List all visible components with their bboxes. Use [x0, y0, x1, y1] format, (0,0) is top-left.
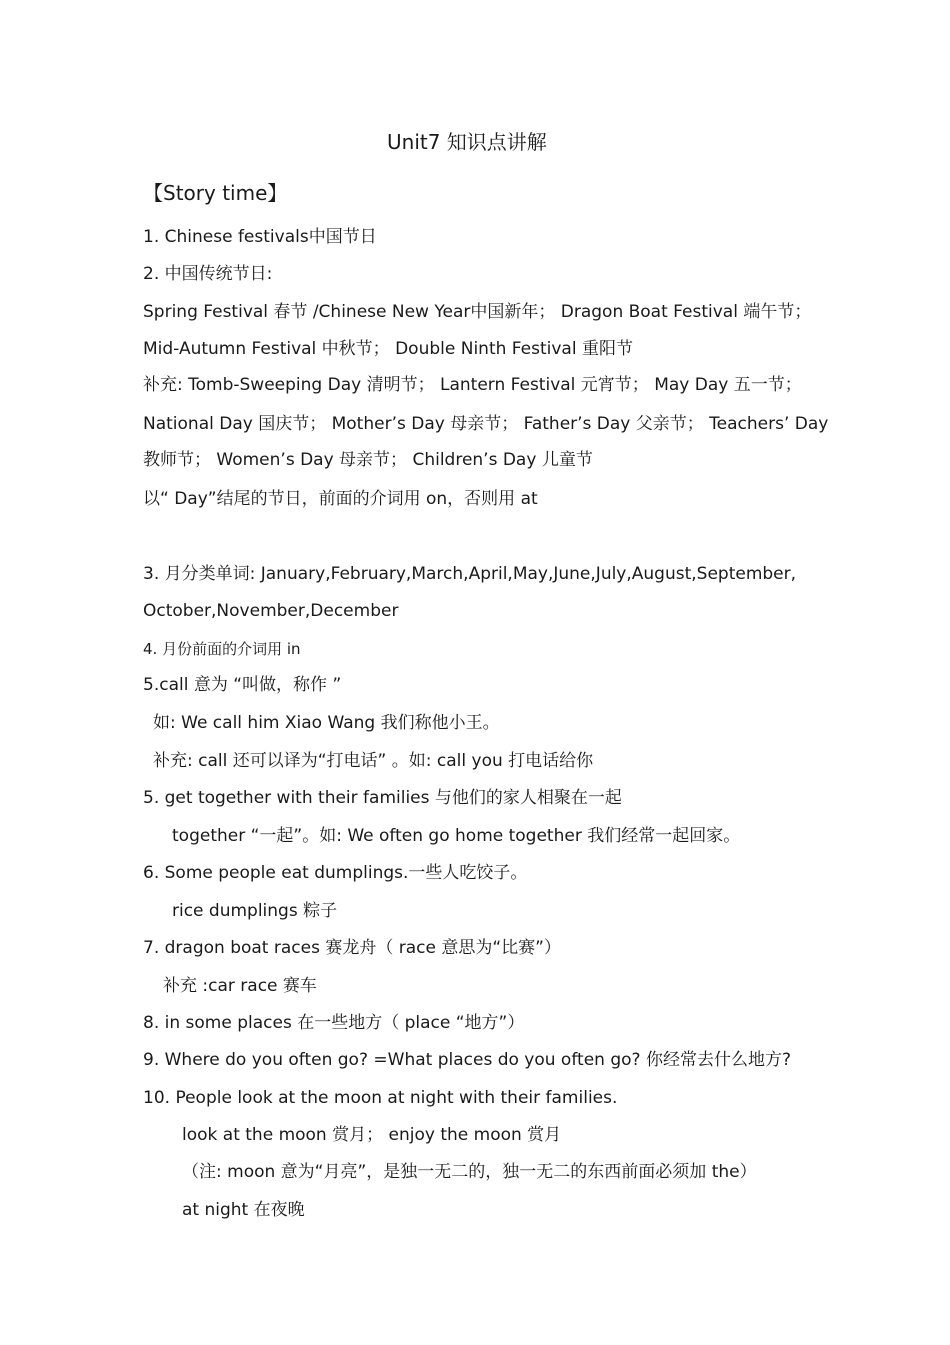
text-line: 7. dragon boat races 赛龙舟（ race 意思为“比赛”）	[143, 938, 561, 958]
text-line: Mid-Autumn Festival 中秋节； Double Ninth Festival 重阳节	[143, 339, 633, 359]
text-line: 9. Where do you often go? =What places do you often go? 你经常去什么地方?	[143, 1050, 791, 1070]
text-line: 3. 月分类单词: January,February,March,April,May,June,July,August,September,	[143, 564, 797, 584]
text-line: 教师节； Women’s Day 母亲节； Children’s Day 儿童节	[143, 450, 593, 470]
text-line: 10. People look at the moon at night with their families.	[143, 1088, 618, 1108]
text-line: together “一起”。如: We often go home together 我们经常一起回家。	[172, 826, 741, 846]
text-line: 2. 中国传统节日:	[143, 264, 273, 284]
text-line: 如: We call him Xiao Wang 我们称他小王。	[153, 713, 500, 733]
text-line: 5. get together with their families 与他们的家人相聚在一起	[143, 788, 622, 808]
text-line: at night 在夜晚	[182, 1200, 305, 1220]
text-line: Spring Festival 春节 /Chinese New Year中国新年； Dragon Boat Festival 端午节；	[143, 302, 812, 322]
text-line: 以“ Day”结尾的节日，前面的介词用 on，否则用 at	[143, 489, 538, 509]
text-line: 补充: call 还可以译为“打电话” 。如: call you 打电话给你	[153, 751, 594, 771]
text-line: 1. Chinese festivals中国节日	[143, 227, 377, 247]
text-line: 8. in some places 在一些地方（ place “地方”）	[143, 1013, 525, 1033]
text-line: National Day 国庆节； Mother’s Day 母亲节； Father’s Day 父亲节； Teachers’ Day	[143, 414, 829, 434]
text-line: 补充: Tomb-Sweeping Day 清明节； Lantern Festival 元宵节； May Day 五一节；	[143, 375, 802, 395]
text-line: （注: moon 意为“月亮”，是独一无二的，独一无二的东西前面必须加 the）	[182, 1162, 757, 1182]
text-line: 4. 月份前面的介词用 in	[143, 640, 301, 658]
page-title: Unit7 知识点讲解	[387, 130, 547, 154]
text-line: 6. Some people eat dumplings.一些人吃饺子。	[143, 863, 528, 883]
text-line: rice dumplings 粽子	[172, 901, 338, 921]
section-heading: 【Story time】	[143, 181, 288, 205]
text-line: look at the moon 赏月； enjoy the moon 赏月	[182, 1125, 562, 1145]
text-line: 5.call 意为 “叫做，称作 ”	[143, 675, 342, 695]
text-line: October,November,December	[143, 601, 399, 621]
text-line: 补充 :car race 赛车	[163, 976, 317, 996]
